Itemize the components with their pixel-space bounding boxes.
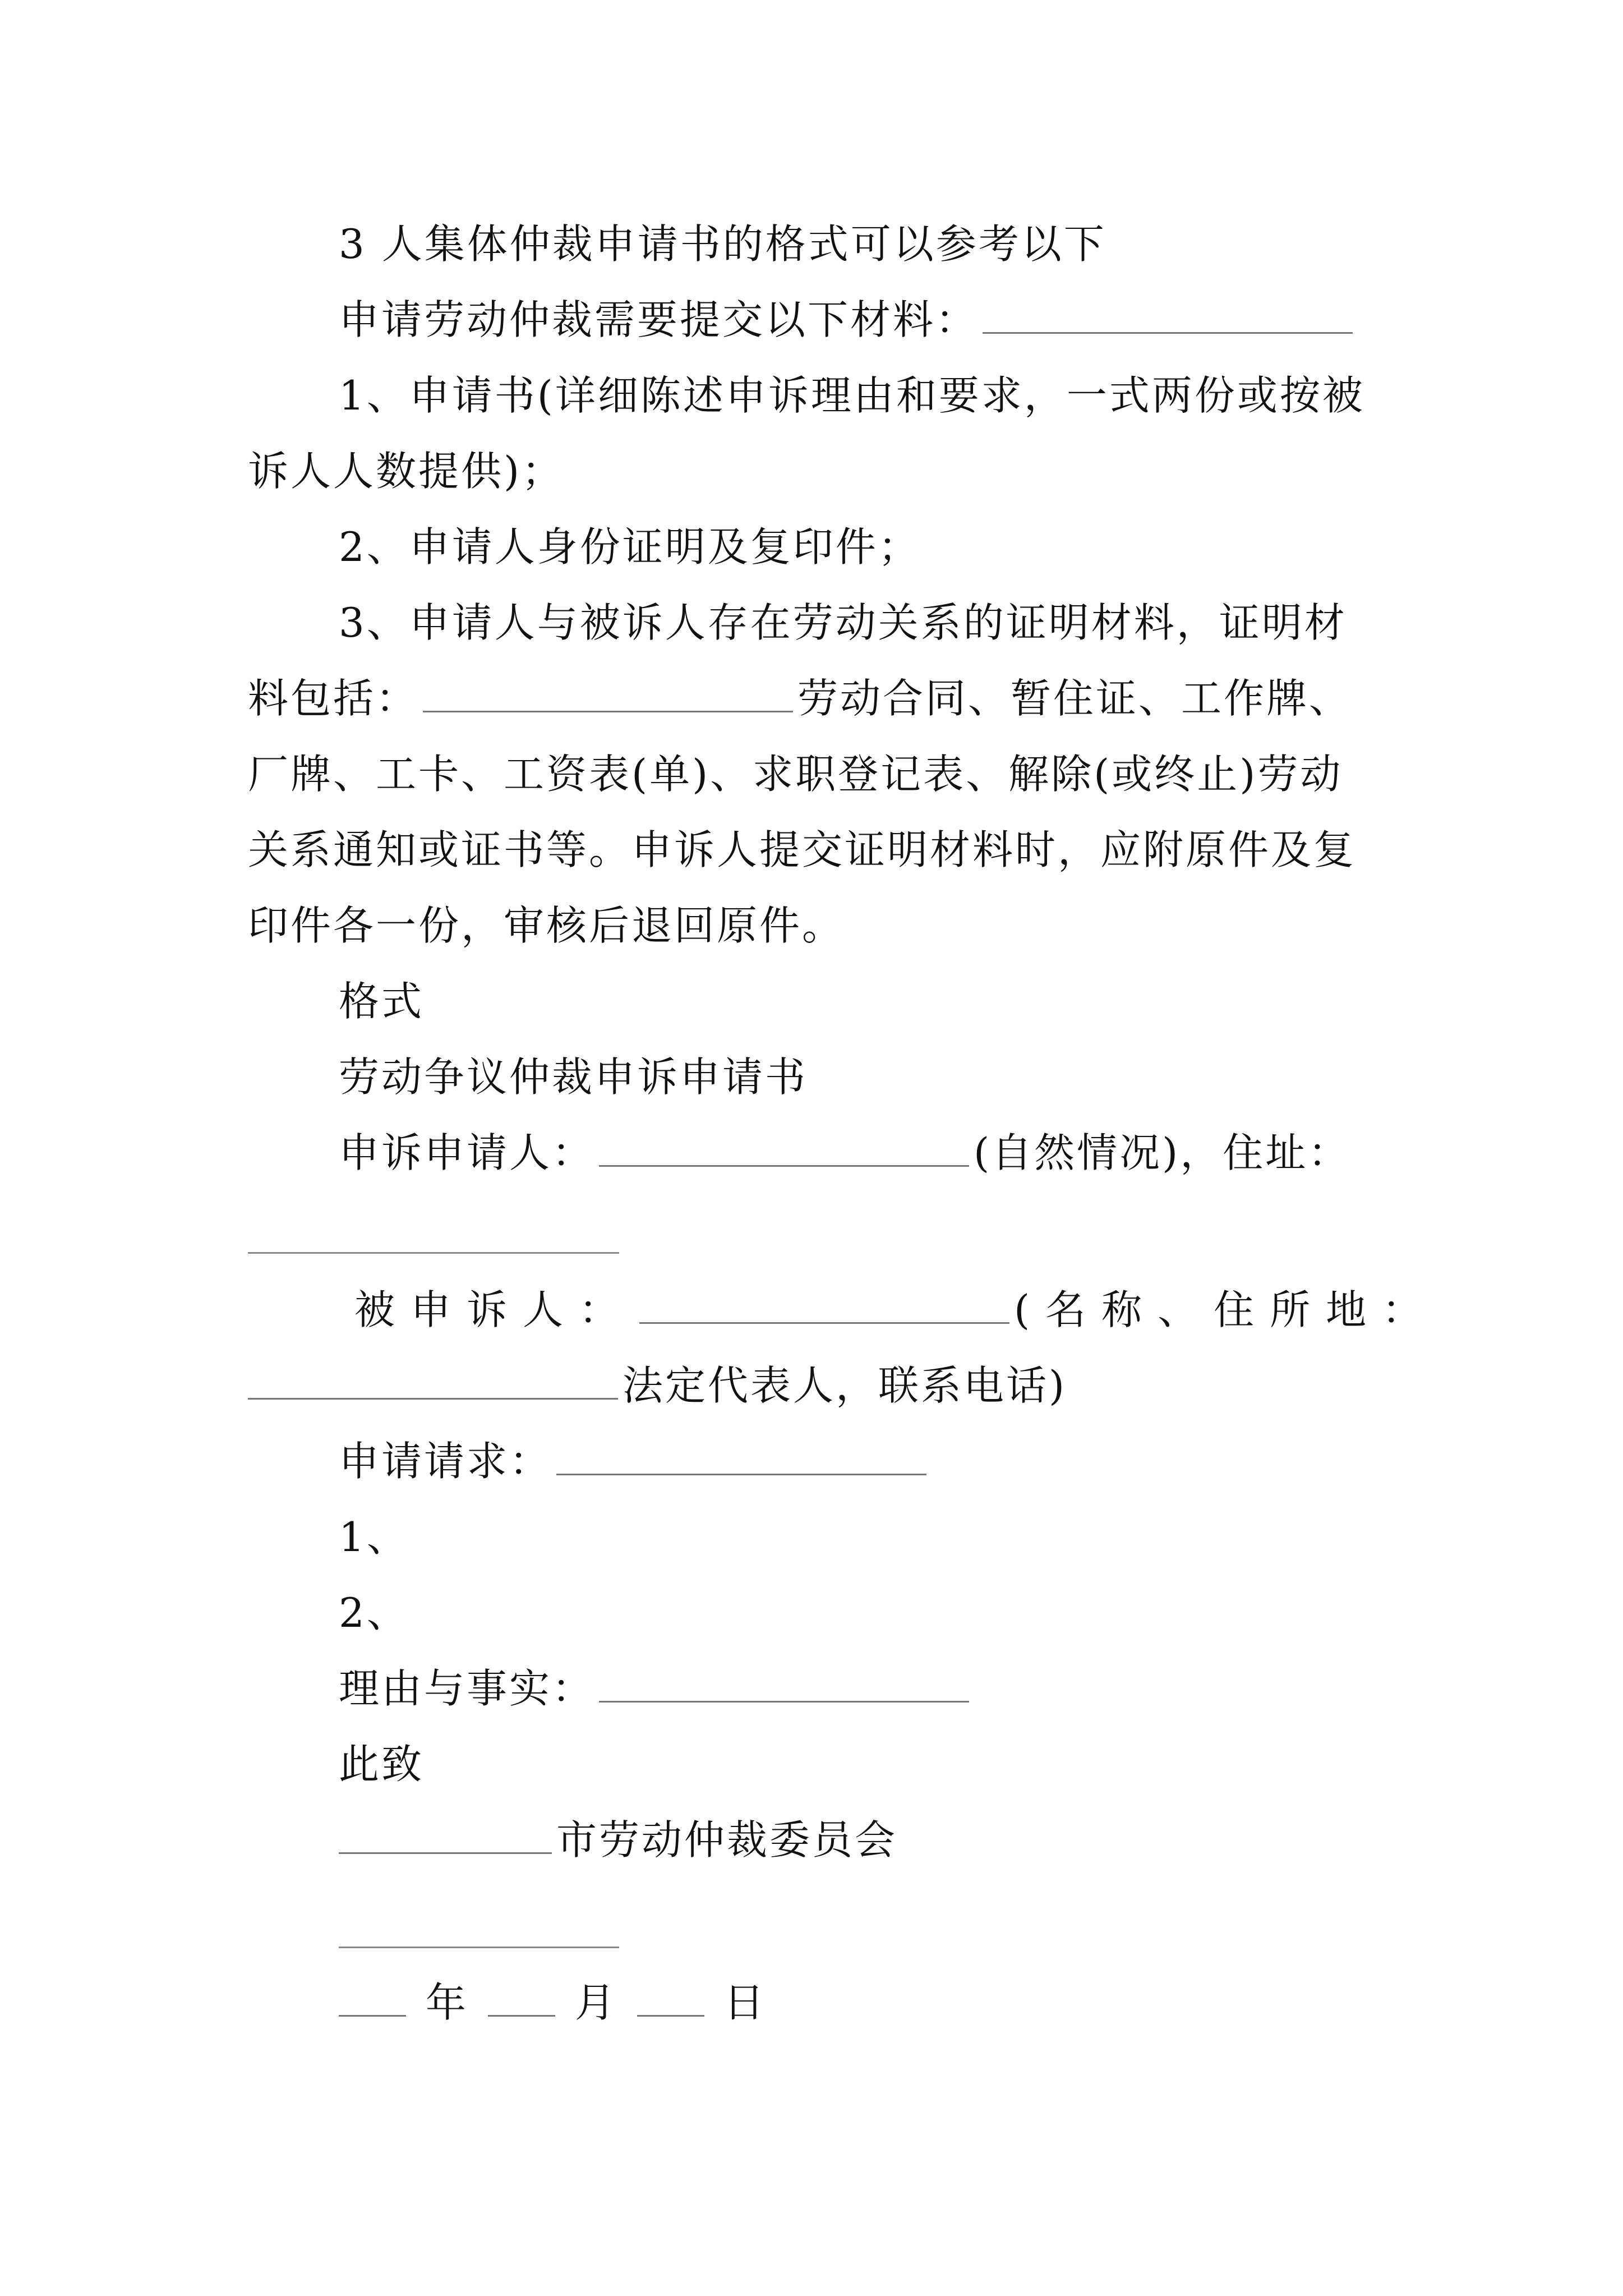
city-blank[interactable] bbox=[339, 1818, 552, 1854]
request-1: 1、 bbox=[339, 1513, 409, 1561]
day-blank[interactable] bbox=[637, 1980, 704, 2017]
respondent-line2: 法定代表人，联系电话) bbox=[248, 1358, 1067, 1414]
fill-blank[interactable] bbox=[423, 676, 793, 712]
materials-heading: 申请劳动仲裁需要提交以下材料： bbox=[339, 292, 1357, 348]
form-title: 劳动争议仲裁申诉申请书 bbox=[339, 1053, 808, 1101]
committee-line: 市劳动仲裁委员会 bbox=[339, 1812, 897, 1868]
item3-line4: 关系通知或证书等。申诉人提交证明材料时，应附原件及复 bbox=[248, 826, 1357, 873]
intro-title: 3 人集体仲裁申请书的格式可以参考以下 bbox=[339, 220, 1106, 268]
requests-blank[interactable] bbox=[556, 1439, 926, 1475]
date-line: 年 月 日 bbox=[339, 1975, 767, 2031]
item3-line1: 3、申请人与被诉人存在劳动关系的证明材料，证明材 bbox=[339, 599, 1347, 646]
facts-blank[interactable] bbox=[599, 1666, 969, 1703]
facts-label: 理由与事实： bbox=[339, 1660, 974, 1717]
item1-line2: 诉人人数提供)； bbox=[248, 448, 565, 495]
year-blank[interactable] bbox=[339, 1980, 406, 2017]
item2: 2、申请人身份证明及复印件； bbox=[339, 523, 921, 570]
format-label: 格式 bbox=[339, 978, 425, 1025]
respondent-blank[interactable] bbox=[639, 1287, 1009, 1324]
applicant-blank[interactable] bbox=[599, 1130, 969, 1167]
requests-label: 申请请求： bbox=[339, 1433, 931, 1489]
salutation: 此致 bbox=[339, 1741, 425, 1788]
item1-line1: 1、申请书(详细陈述申诉理由和要求，一式两份或按被 bbox=[339, 372, 1365, 419]
request-2: 2、 bbox=[339, 1589, 409, 1636]
applicant-line: 申诉申请人： (自然情况)，住址： bbox=[339, 1129, 1351, 1176]
address-blank[interactable] bbox=[248, 1252, 619, 1254]
respondent-line: 被申诉人： (名称、住所地： bbox=[354, 1286, 1438, 1333]
respondent-address-blank[interactable] bbox=[248, 1363, 618, 1400]
item3-line5: 印件各一份，审核后退回原件。 bbox=[248, 902, 845, 949]
item3-line3: 厂牌、工卡、工资表(单)、求职登记表、解除(或终止)劳动 bbox=[248, 751, 1343, 798]
item3-line2: 料包括： 劳动合同、暂住证、工作牌、 bbox=[248, 675, 1352, 722]
month-blank[interactable] bbox=[488, 1980, 555, 2017]
fill-blank[interactable] bbox=[983, 297, 1353, 334]
signature-blank[interactable] bbox=[339, 1947, 619, 1948]
